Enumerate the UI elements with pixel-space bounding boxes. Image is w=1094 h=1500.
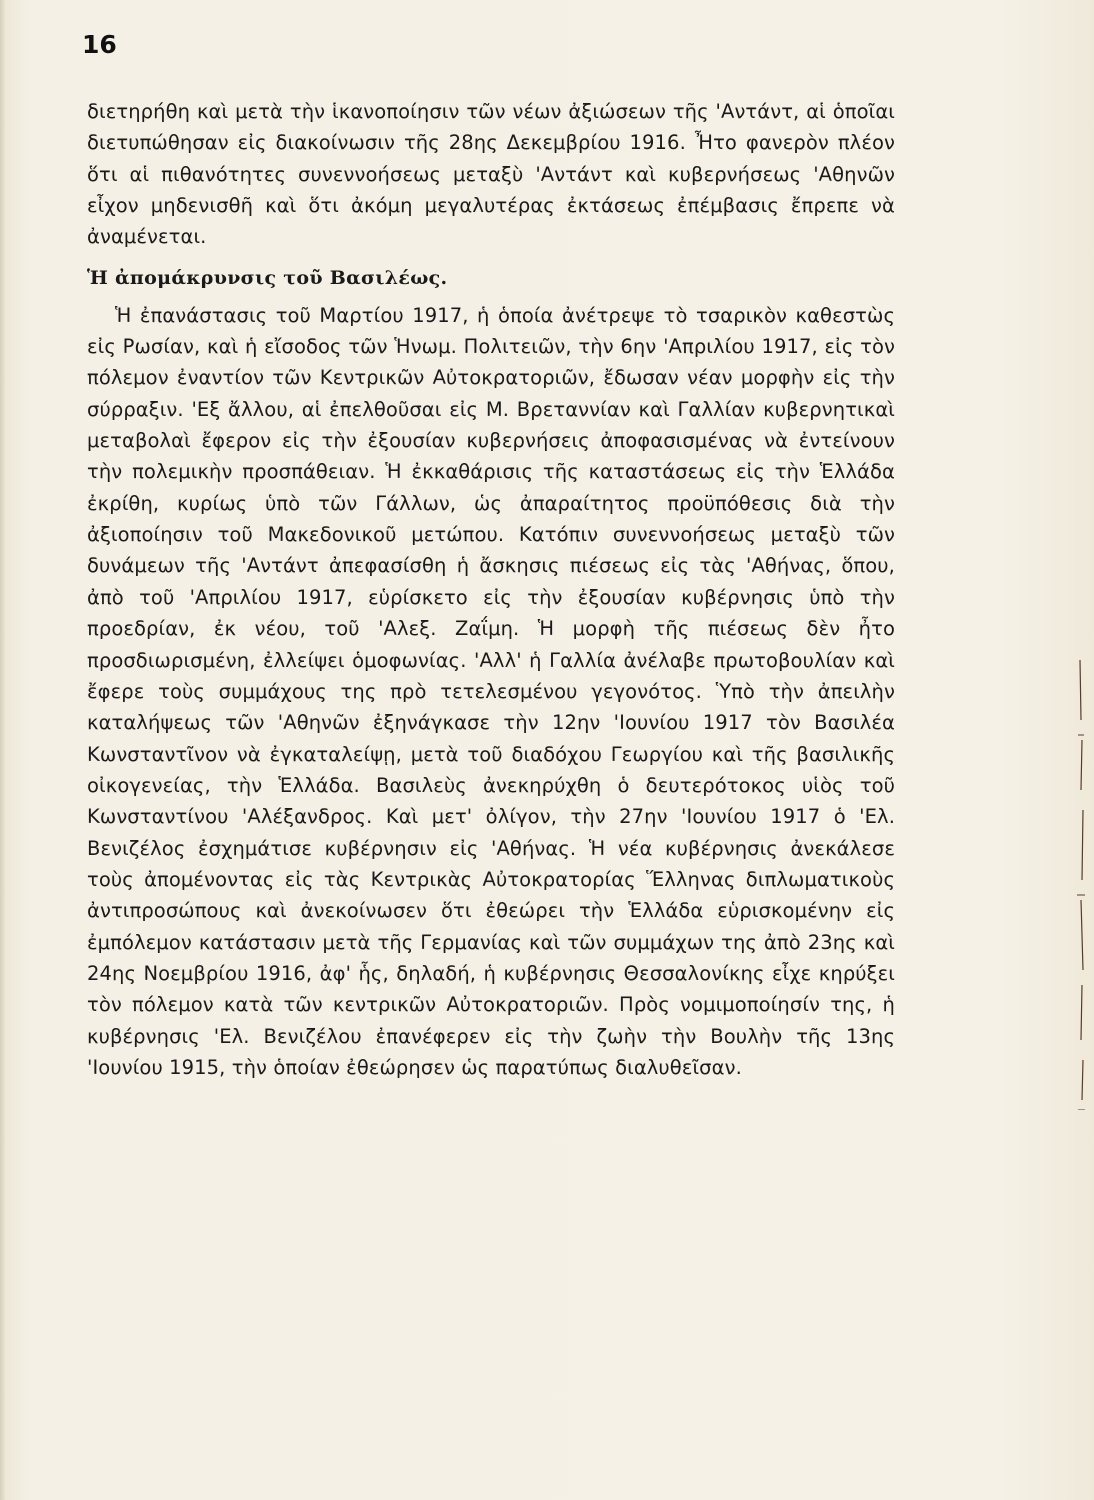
page-left-shadow [0,0,6,1500]
page-number: 16 [82,30,117,59]
body-text [87,96,895,1083]
margin-pencil-marks [1075,640,1089,1110]
section-heading: Ἡ ἀπομάκρυνσις τοῦ Βασιλέως. [87,266,448,289]
paragraph-main: Ἡ ἐπανάστασις τοῦ Μαρτίου 1917, ἡ ὁποία ἀνέτρεψε τὸ τσαρικὸν καθεστὼς εἰς Ρωσίαν, καὶ ἡ εἴσοδος τῶν Ἡνωμ. Πολιτειῶν, τὴν 6ην 'Απριλίου 1917, εἰς τὸν πόλεμον ἐναντίον τῶν Κεντρικῶν Αὐτοκρατοριῶν, ἔδωσαν νέαν μορφὴν εἰς τὴν σύρραξιν. 'Εξ ἄλλου, αἱ ἐπελθοῦσαι εἰς Μ. Βρεταννίαν καὶ Γαλλίαν κυβερνητικαὶ μεταβολαὶ ἔφερον εἰς τὴν ἐξουσίαν κυβερνήσεις ἀποφασισμένας νὰ ἐντείνουν τὴν πολεμικὴν προσπάθειαν. Ἡ ἐκκαθάρισις τῆς καταστάσεως εἰς τὴν Ἑλλάδα ἐκρίθη, κυρίως ὑπὸ τῶν Γάλλων, ὡς ἀπαραίτητος προϋπόθεσις διὰ τὴν ἀξιοποίησιν τοῦ Μακεδονικοῦ μετώπου. Κατόπιν συνεννοήσεως μεταξὺ τῶν δυνάμεων τῆς 'Αντάντ ἀπεφασίσθη ἡ ἄσκησις πιέσεως εἰς τὰς 'Αθήνας, ὅπου, ἀπὸ τοῦ 'Απριλίου 1917, εὑρίσκετο εἰς τὴν ἐξουσίαν κυβέρνησις ὑπὸ τὴν προεδρίαν, ἐκ νέου, τοῦ 'Αλεξ. Ζαΐμη. Ἡ μορφὴ τῆς πιέσεως δὲν ἦτο προσδιωρισμένη, ἐλλείψει ὁμοφωνίας. 'Αλλ' ἡ Γαλλία ἀνέλαβε πρωτοβουλίαν καὶ ἔφερε τοὺς συμμάχους της πρὸ τετελεσμένου γεγονότος. Ὑπὸ τὴν ἀπειλὴν καταλήψεως τῶν 'Αθηνῶν ἐξηνάγκασε τὴν 12ην 'Ιουνίου 1917 τὸν Βασιλέα Κωνσταντῖνον νὰ ἐγκαταλείψῃ, μετὰ τοῦ διαδόχου Γεωργίου καὶ τῆς βασιλικῆς οἰκογενείας, τὴν Ἑλλάδα. Βασιλεὺς ἀνεκηρύχθη ὁ δευτερότοκος υἱὸς τοῦ Κωνσταντίνου 'Αλέξανδρος. Καὶ μετ' ὀλίγον, τὴν 27ην 'Ιουνίου 1917 ὁ 'Ελ. Βενιζέλος ἐσχημάτισε κυβέρνησιν εἰς 'Αθήνας. Ἡ νέα κυβέρνησις ἀνεκάλεσε τοὺς ἀπομένοντας εἰς τὰς Κεντρικὰς Αὐτοκρατορίας Ἕλληνας διπλωματικοὺς ἀντιπροσώπους καὶ ἀνεκοίνωσεν ὅτι ἐθεώρει τὴν Ἑλλάδα εὑρισκομένην εἰς ἐμπόλεμον κατάστασιν μετὰ τῆς Γερμανίας καὶ τῶν συμμάχων της ἀπὸ 23ης καὶ 24ης Νοεμβρίου 1916, ἀφ' ἧς, δηλαδή, ἡ κυβέρνησις Θεσσαλονίκης εἶχε κηρύξει τὸν πόλεμον κατὰ τῶν κεντρικῶν Αὐτοκρατοριῶν. Πρὸς νομιμοποίησίν της, ἡ κυβέρνησις 'Ελ. Βενιζέλου ἐπανέφερεν εἰς τὴν ζωὴν τὴν Βουλὴν τῆς 13ης 'Ιουνίου 1915, τὴν ὁποίαν ἐθεώρησεν ὡς παρατύπως διαλυθεῖσαν. [87,303,895,1079]
paragraph-continued: διετηρήθη καὶ μετὰ τὴν ἱκανοποίησιν τῶν νέων ἀξιώσεων τῆς 'Αντάντ, αἱ ὁποῖαι διετυπώθησαν εἰς διακοίνωσιν τῆς 28ης Δεκεμβρίου 1916. Ἦτο φανερὸν πλέον ὅτι αἱ πιθανότητες συνεννοήσεως μεταξὺ 'Αντάντ καὶ κυβερνήσεως 'Αθηνῶν εἶχον μηδενισθῆ καὶ ὅτι ἀκόμη μεγαλυτέρας ἐκτάσεως ἐπέμβασις ἔπρεπε νὰ ἀναμένεται. [87,100,895,249]
